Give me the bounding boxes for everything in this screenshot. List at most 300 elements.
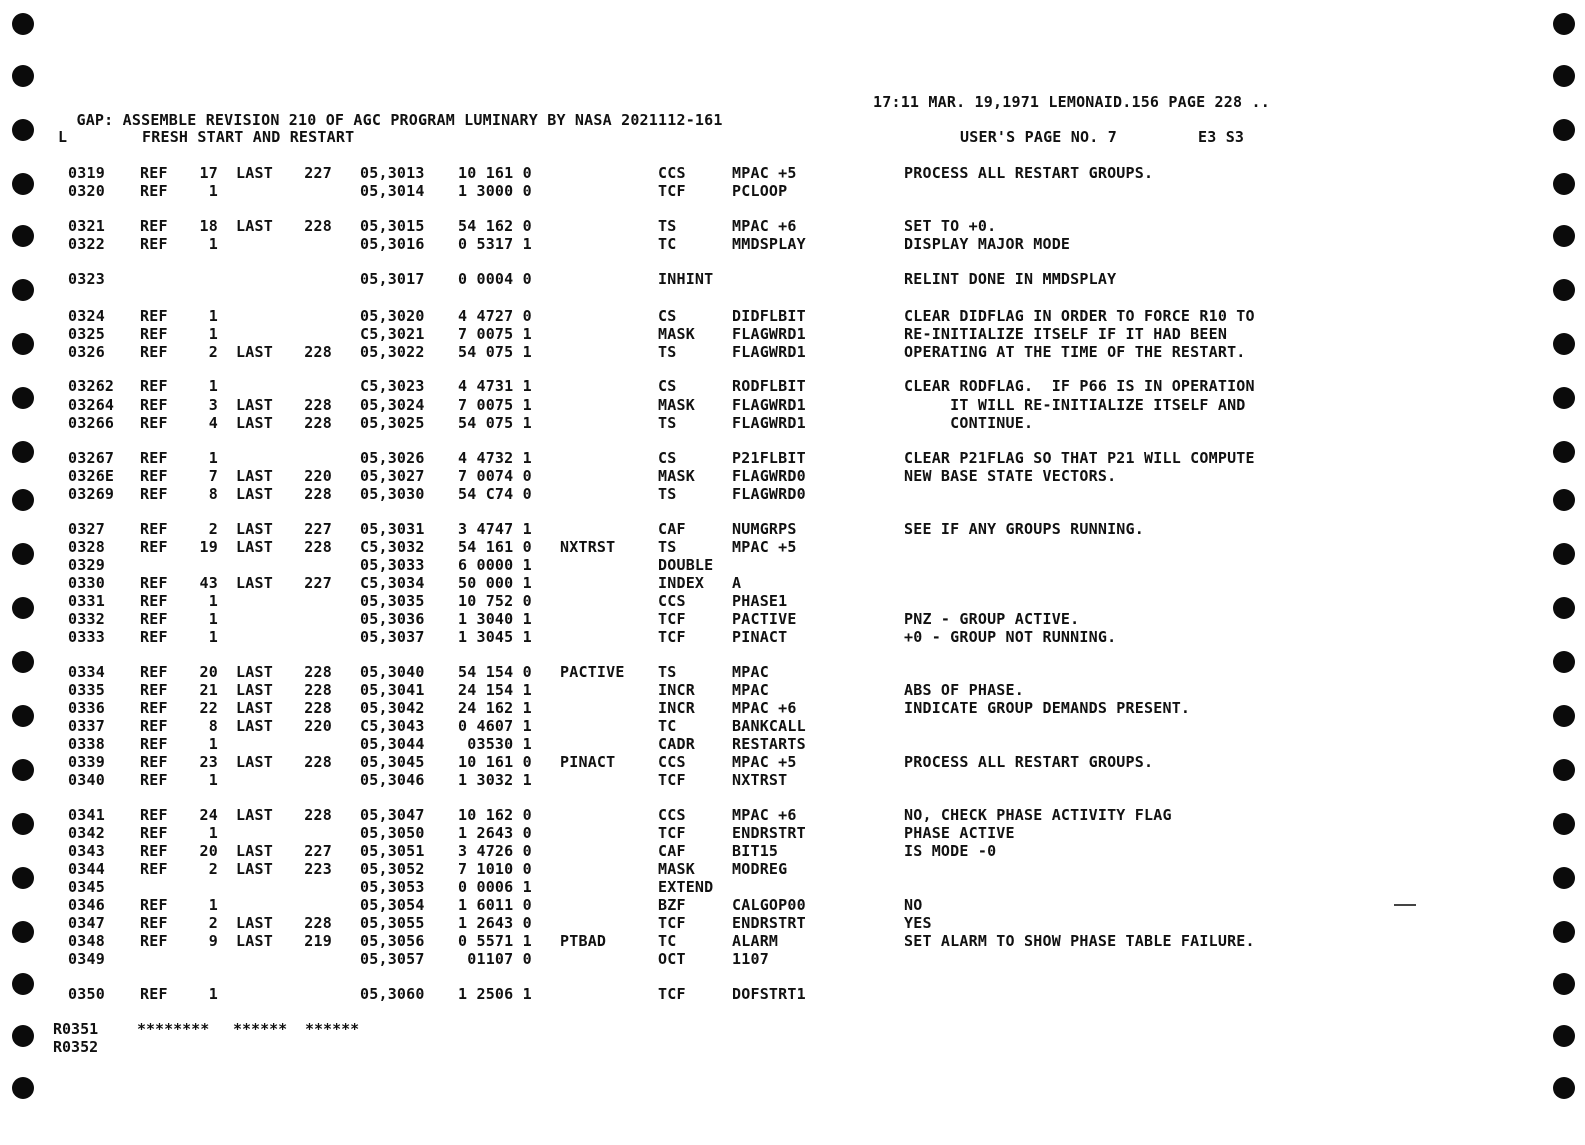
ref-keyword: REF (140, 307, 168, 325)
memory-address: 05,3017 (360, 270, 425, 288)
last-keyword: LAST (236, 217, 273, 235)
line-number: 0341 (68, 806, 105, 824)
ref-count: 1 (208, 325, 218, 343)
ref-count: 7 (208, 467, 218, 485)
machine-code: 0 5317 1 (458, 235, 532, 253)
opcode: MASK (658, 467, 695, 485)
ref-count: 24 (199, 806, 218, 824)
ref-count: 17 (199, 164, 218, 182)
feed-hole (1553, 279, 1575, 301)
last-keyword: LAST (236, 663, 273, 681)
last-page: 228 (304, 343, 332, 361)
last-keyword: LAST (236, 914, 273, 932)
operand: ALARM (732, 932, 779, 950)
line-number: 03262 (68, 377, 115, 395)
memory-address: 05,3022 (360, 343, 425, 361)
comment: NO (904, 896, 923, 914)
comment: +0 - GROUP NOT RUNNING. (904, 628, 1117, 646)
memory-address: 05,3056 (360, 932, 425, 950)
operand: BIT15 (732, 842, 779, 860)
machine-code: 10 161 0 (458, 164, 532, 182)
line-number: 0340 (68, 771, 105, 789)
feed-hole (12, 333, 34, 355)
opcode: TC (658, 717, 677, 735)
opcode: TS (658, 414, 677, 432)
line-number: 0330 (68, 574, 105, 592)
feed-hole (1553, 225, 1575, 247)
operand: ENDRSTRT (732, 824, 806, 842)
feed-hole (1553, 119, 1575, 141)
machine-code: 54 075 1 (458, 343, 532, 361)
opcode: TS (658, 343, 677, 361)
ref-count: 1 (208, 896, 218, 914)
ref-count: 21 (199, 681, 218, 699)
machine-code: 0 4607 1 (458, 717, 532, 735)
ref-keyword: REF (140, 735, 168, 753)
last-keyword: LAST (236, 485, 273, 503)
ref-keyword: REF (140, 485, 168, 503)
last-page: 228 (304, 485, 332, 503)
opcode: CCS (658, 753, 686, 771)
line-number: 03264 (68, 396, 115, 414)
memory-address: 05,3036 (360, 610, 425, 628)
feed-hole (12, 597, 34, 619)
ref-keyword: REF (140, 467, 168, 485)
operand: PINACT (732, 628, 788, 646)
comment: INDICATE GROUP DEMANDS PRESENT. (904, 699, 1191, 717)
ref-keyword: REF (140, 842, 168, 860)
operand: P21FLBIT (732, 449, 806, 467)
line-number: 0333 (68, 628, 105, 646)
ref-keyword: REF (140, 538, 168, 556)
memory-address: 05,3053 (360, 878, 425, 896)
operand: FLAGWRD0 (732, 485, 806, 503)
feed-hole (1553, 543, 1575, 565)
ref-keyword: REF (140, 414, 168, 432)
memory-address: 05,3054 (360, 896, 425, 914)
line-number: 03266 (68, 414, 115, 432)
feed-hole (12, 13, 34, 35)
ref-keyword: REF (140, 182, 168, 200)
line-number: 0321 (68, 217, 105, 235)
comment: YES (904, 914, 932, 932)
ref-count: 23 (199, 753, 218, 771)
line-number: 0343 (68, 842, 105, 860)
machine-code: 7 0074 0 (458, 467, 532, 485)
machine-code: 1 3040 1 (458, 610, 532, 628)
operand: FLAGWRD1 (732, 343, 806, 361)
line-number: 0331 (68, 592, 105, 610)
memory-address: 05,3044 (360, 735, 425, 753)
header-title: GAP: ASSEMBLE REVISION 210 OF AGC PROGRAM LUMINARY BY NASA 2021112-161 (76, 111, 723, 129)
machine-code: 54 162 0 (458, 217, 532, 235)
ref-count: 1 (208, 628, 218, 646)
last-page: 228 (304, 681, 332, 699)
feed-hole (12, 651, 34, 673)
feed-hole (12, 973, 34, 995)
footer-stars-3: ****** (305, 1020, 360, 1038)
operand: MPAC +5 (732, 164, 797, 182)
ref-keyword: REF (140, 449, 168, 467)
machine-code: 24 162 1 (458, 699, 532, 717)
operand: FLAGWRD1 (732, 396, 806, 414)
operand: CALGOP00 (732, 896, 806, 914)
opcode: TCF (658, 610, 686, 628)
ref-count: 22 (199, 699, 218, 717)
machine-code: 10 161 0 (458, 753, 532, 771)
operand: A (732, 574, 742, 592)
memory-address: 05,3030 (360, 485, 425, 503)
symbol-label: PTBAD (560, 932, 607, 950)
symbol-label: PINACT (560, 753, 616, 771)
ref-count: 3 (208, 396, 218, 414)
opcode: TCF (658, 771, 686, 789)
feed-hole (12, 867, 34, 889)
last-keyword: LAST (236, 699, 273, 717)
ref-keyword: REF (140, 806, 168, 824)
last-keyword: LAST (236, 681, 273, 699)
feed-hole (1553, 441, 1575, 463)
machine-code: 0 5571 1 (458, 932, 532, 950)
line-number: 0327 (68, 520, 105, 538)
feed-hole (1553, 489, 1575, 511)
feed-hole (1553, 1077, 1575, 1099)
last-keyword: LAST (236, 164, 273, 182)
line-number: 0319 (68, 164, 105, 182)
memory-address: C5,3032 (360, 538, 425, 556)
feed-hole (12, 759, 34, 781)
ref-count: 1 (208, 735, 218, 753)
machine-code: 03530 1 (458, 735, 532, 753)
machine-code: 1 6011 0 (458, 896, 532, 914)
feed-hole (1553, 1025, 1575, 1047)
feed-hole (1553, 387, 1575, 409)
last-keyword: LAST (236, 520, 273, 538)
last-page: 228 (304, 753, 332, 771)
ref-keyword: REF (140, 860, 168, 878)
feed-hole (1553, 759, 1575, 781)
ref-keyword: REF (140, 681, 168, 699)
machine-code: 54 161 0 (458, 538, 532, 556)
last-keyword: LAST (236, 343, 273, 361)
operand: FLAGWRD0 (732, 467, 806, 485)
opcode: TCF (658, 985, 686, 1003)
line-number: 0349 (68, 950, 105, 968)
line-number: 0325 (68, 325, 105, 343)
ref-keyword: REF (140, 628, 168, 646)
ref-keyword: REF (140, 896, 168, 914)
machine-code: 10 752 0 (458, 592, 532, 610)
last-page: 228 (304, 396, 332, 414)
operand: RESTARTS (732, 735, 806, 753)
last-keyword: LAST (236, 467, 273, 485)
memory-address: 05,3031 (360, 520, 425, 538)
ref-count: 1 (208, 307, 218, 325)
machine-code: 7 0075 1 (458, 325, 532, 343)
line-number: 0347 (68, 914, 105, 932)
last-page: 228 (304, 538, 332, 556)
line-number: 0336 (68, 699, 105, 717)
operand: MPAC +6 (732, 217, 797, 235)
last-keyword: LAST (236, 538, 273, 556)
memory-address: 05,3050 (360, 824, 425, 842)
listing-footer (53, 1020, 360, 1128)
memory-address: 05,3042 (360, 699, 425, 717)
line-number: 0329 (68, 556, 105, 574)
feed-hole (1553, 333, 1575, 355)
ref-keyword: REF (140, 343, 168, 361)
feed-hole (12, 441, 34, 463)
machine-code: 24 154 1 (458, 681, 532, 699)
operand: MPAC (732, 681, 769, 699)
line-number: 0346 (68, 896, 105, 914)
symbol-label: NXTRST (560, 538, 616, 556)
operand: MPAC +5 (732, 753, 797, 771)
machine-code: 4 4731 1 (458, 377, 532, 395)
feed-hole (12, 543, 34, 565)
machine-code: 1 2506 1 (458, 985, 532, 1003)
ref-keyword: REF (140, 520, 168, 538)
line-number: 0348 (68, 932, 105, 950)
ref-count: 1 (208, 824, 218, 842)
footer-line-r0352: R0352 (53, 1038, 99, 1056)
feed-hole (12, 1025, 34, 1047)
ref-count: 1 (208, 449, 218, 467)
ref-keyword: REF (140, 663, 168, 681)
last-keyword: LAST (236, 717, 273, 735)
machine-code: 7 1010 0 (458, 860, 532, 878)
ref-count: 4 (208, 414, 218, 432)
last-keyword: LAST (236, 396, 273, 414)
ref-count: 9 (208, 932, 218, 950)
last-page: 228 (304, 806, 332, 824)
ref-keyword: REF (140, 235, 168, 253)
right-feed-holes (1545, 0, 1585, 1145)
machine-code: 1 3000 0 (458, 182, 532, 200)
section-title: FRESH START AND RESTART (142, 128, 355, 146)
ref-keyword: REF (140, 592, 168, 610)
last-page: 228 (304, 914, 332, 932)
comment: IS MODE -0 (904, 842, 997, 860)
comment: CLEAR DIDFLAG IN ORDER TO FORCE R10 TO (904, 307, 1255, 325)
ref-count: 8 (208, 717, 218, 735)
last-keyword: LAST (236, 806, 273, 824)
opcode: TCF (658, 628, 686, 646)
line-number: 0339 (68, 753, 105, 771)
ref-count: 2 (208, 520, 218, 538)
machine-code: 0 0004 0 (458, 270, 532, 288)
last-keyword: LAST (236, 753, 273, 771)
operand: ENDRSTRT (732, 914, 806, 932)
feed-hole (12, 921, 34, 943)
feed-hole (12, 279, 34, 301)
machine-code: 1 2643 0 (458, 824, 532, 842)
machine-code: 1 3032 1 (458, 771, 532, 789)
memory-address: 05,3027 (360, 467, 425, 485)
comment: SET ALARM TO SHOW PHASE TABLE FAILURE. (904, 932, 1255, 950)
comment: RE-INITIALIZE ITSELF IF IT HAD BEEN (904, 325, 1228, 343)
feed-hole (1553, 813, 1575, 835)
ref-keyword: REF (140, 377, 168, 395)
last-page: 228 (304, 414, 332, 432)
ref-keyword: REF (140, 753, 168, 771)
ref-count: 43 (199, 574, 218, 592)
symbol-label: PACTIVE (560, 663, 625, 681)
opcode: TC (658, 235, 677, 253)
last-keyword: LAST (236, 860, 273, 878)
memory-address: C5,3023 (360, 377, 425, 395)
comment: IT WILL RE-INITIALIZE ITSELF AND (904, 396, 1246, 414)
ref-keyword: REF (140, 914, 168, 932)
last-page: 227 (304, 574, 332, 592)
left-feed-holes (0, 0, 40, 1145)
memory-address: 05,3013 (360, 164, 425, 182)
opcode: MASK (658, 396, 695, 414)
opcode: TS (658, 485, 677, 503)
feed-hole (1553, 705, 1575, 727)
line-number: 0323 (68, 270, 105, 288)
header-right: 17:11 MAR. 19,1971 LEMONAID.156 PAGE 228 .. (873, 93, 1270, 111)
opcode: CAF (658, 520, 686, 538)
last-keyword: LAST (236, 574, 273, 592)
comment: NO, CHECK PHASE ACTIVITY FLAG (904, 806, 1172, 824)
feed-hole (12, 173, 34, 195)
operand: PACTIVE (732, 610, 797, 628)
opcode: TCF (658, 824, 686, 842)
section-code: E3 S3 (1198, 128, 1245, 146)
ref-count: 1 (208, 182, 218, 200)
line-number: 0324 (68, 307, 105, 325)
operand: MPAC (732, 663, 769, 681)
opcode: TS (658, 538, 677, 556)
line-number: 0342 (68, 824, 105, 842)
last-page: 227 (304, 842, 332, 860)
ref-keyword: REF (140, 699, 168, 717)
opcode: CS (658, 307, 677, 325)
last-page: 228 (304, 217, 332, 235)
line-number: 0326E (68, 467, 115, 485)
machine-code: 54 075 1 (458, 414, 532, 432)
memory-address: C5,3034 (360, 574, 425, 592)
opcode: TS (658, 217, 677, 235)
machine-code: 4 4732 1 (458, 449, 532, 467)
memory-address: 05,3052 (360, 860, 425, 878)
machine-code: 3 4747 1 (458, 520, 532, 538)
last-keyword: LAST (236, 414, 273, 432)
feed-hole (12, 65, 34, 87)
ref-keyword: REF (140, 396, 168, 414)
ref-keyword: REF (140, 574, 168, 592)
memory-address: 05,3016 (360, 235, 425, 253)
feed-hole (1553, 13, 1575, 35)
comment: NEW BASE STATE VECTORS. (904, 467, 1117, 485)
opcode: OCT (658, 950, 686, 968)
line-number: 0344 (68, 860, 105, 878)
operand: PHASE1 (732, 592, 788, 610)
machine-code: 6 0000 1 (458, 556, 532, 574)
feed-hole (1553, 867, 1575, 889)
last-page: 227 (304, 520, 332, 538)
comment: PHASE ACTIVE (904, 824, 1015, 842)
ref-count: 8 (208, 485, 218, 503)
operand: PCLOOP (732, 182, 788, 200)
ref-keyword: REF (140, 932, 168, 950)
operand: RODFLBIT (732, 377, 806, 395)
feed-hole (1553, 651, 1575, 673)
ref-count: 2 (208, 860, 218, 878)
memory-address: 05,3040 (360, 663, 425, 681)
operand: MPAC +6 (732, 806, 797, 824)
memory-address: C5,3021 (360, 325, 425, 343)
memory-address: 05,3024 (360, 396, 425, 414)
machine-code: 54 C74 0 (458, 485, 532, 503)
line-number: 0326 (68, 343, 105, 361)
line-number: 0334 (68, 663, 105, 681)
operand: MODREG (732, 860, 788, 878)
comment: PROCESS ALL RESTART GROUPS. (904, 753, 1154, 771)
line-number: 03269 (68, 485, 115, 503)
last-page: 219 (304, 932, 332, 950)
last-page: 220 (304, 467, 332, 485)
opcode: CCS (658, 806, 686, 824)
feed-hole (12, 119, 34, 141)
memory-address: 05,3020 (360, 307, 425, 325)
feed-hole (12, 1077, 34, 1099)
comment: PROCESS ALL RESTART GROUPS. (904, 164, 1154, 182)
memory-address: 05,3026 (360, 449, 425, 467)
last-page: 228 (304, 699, 332, 717)
ref-count: 1 (208, 610, 218, 628)
ref-keyword: REF (140, 610, 168, 628)
opcode: INDEX (658, 574, 705, 592)
feed-hole (1553, 65, 1575, 87)
opcode: INCR (658, 699, 695, 717)
ref-count: 1 (208, 592, 218, 610)
last-page: 227 (304, 164, 332, 182)
feed-hole (12, 225, 34, 247)
line-number: 0335 (68, 681, 105, 699)
comment: SET TO +0. (904, 217, 997, 235)
opcode: MASK (658, 860, 695, 878)
memory-address: 05,3051 (360, 842, 425, 860)
comment: ABS OF PHASE. (904, 681, 1024, 699)
memory-address: 05,3041 (360, 681, 425, 699)
comment: CONTINUE. (904, 414, 1034, 432)
ref-count: 1 (208, 235, 218, 253)
ref-count: 20 (199, 842, 218, 860)
users-page-number: USER'S PAGE NO. 7 (960, 128, 1117, 146)
ref-count: 19 (199, 538, 218, 556)
ref-count: 2 (208, 343, 218, 361)
feed-hole (1553, 921, 1575, 943)
comment: PNZ - GROUP ACTIVE. (904, 610, 1080, 628)
feed-hole (1553, 973, 1575, 995)
feed-hole (12, 813, 34, 835)
machine-code: 0 0006 1 (458, 878, 532, 896)
opcode: INHINT (658, 270, 714, 288)
operand: DOFSTRT1 (732, 985, 806, 1003)
machine-code: 1 2643 0 (458, 914, 532, 932)
line-number: 0322 (68, 235, 105, 253)
machine-code: 7 0075 1 (458, 396, 532, 414)
line-number: 03267 (68, 449, 115, 467)
opcode: TC (658, 932, 677, 950)
operand: MPAC +6 (732, 699, 797, 717)
opcode: DOUBLE (658, 556, 714, 574)
ref-keyword: REF (140, 164, 168, 182)
opcode: INCR (658, 681, 695, 699)
footer-stars-2: ****** (233, 1020, 288, 1038)
